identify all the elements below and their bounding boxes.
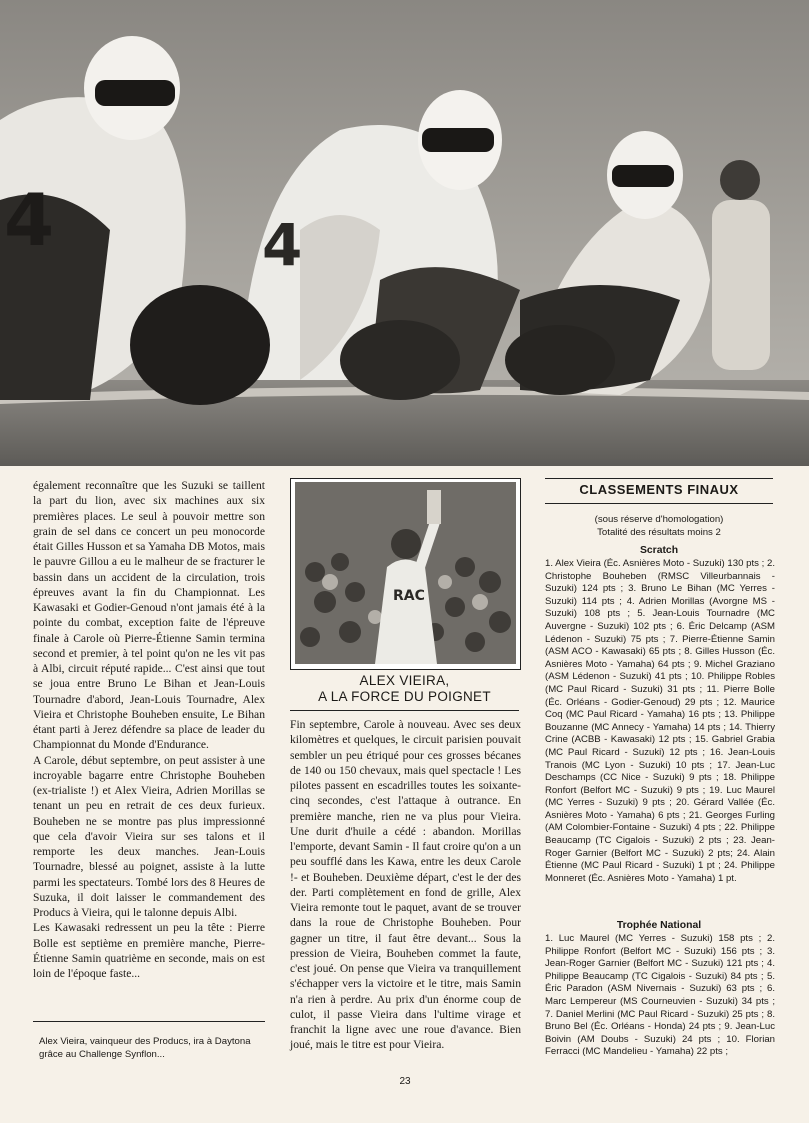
- rankings-note: [545, 514, 773, 539]
- headline-rule: [290, 710, 519, 711]
- inset-headline-line-2: A LA FORCE DU POIGNET: [318, 689, 491, 704]
- race-photo: [0, 0, 809, 466]
- trophy-heading: Trophée National: [616, 920, 702, 931]
- photo-caption: Alex Vieira, vainqueur des Producs, ira à Daytona grâce au Challenge Synflon...: [39, 1036, 251, 1060]
- trophy-results: 1. Luc Maurel (MC Yerres - Suzuki) 158 pts ; 2. Philippe Ronfort (Belfort MC - Suzuki) 156 pts ; 3. Jean-Roger Garnier (Belfort MC - Suzuki) 121 pts ; 4. Philippe Beaucamp (TC Cigalois - Suzuki) 84 pts ; 5. Éric Paradon (ASM Nivernais - Suzuki) 63 pts ; 6. Marc Lempereur (MS Courneuvien - Suzuki) 34 pts ; 7. Daniel Merlini (MC Paul Ricard - Suzuki) 25 pts ; 8. Bruno Bel (Éc. Orléans - Honda) 24 pts ; 9. Jean-Luc Boivin (AM Doubs - Suzuki) 24 pts ; 10. Florian Ferracci (MC Mandelieu - Yamaha) 22 pts ;: [545, 933, 775, 1058]
- caption-rule: [33, 1021, 265, 1022]
- svg-text:4: 4: [4, 178, 55, 262]
- col1-paragraph-1: également reconnaître que les Suzuki se taillent la part du lion, avec six machines aux six premières places. Le seul à pouvoir mettre son grain de sel dans ce concert un peu monocorde était Gilles Husson et sa Yamaha DB Motos, mais le pauvre Gillou a eu le malheur de se fracturer le bassin dans un accident de la circulation, trois épreuves avant la fin du Championnat. Les Kawasaki et Godier-Genoud n'ont jamais été à la pointe du combat, exception faite de l'épreuve finale à Carole où Pierre-Étienne Samin termina second et premier, à tel point qu'on ne les vit pas à Albi, circuit réputé rapide... C'est ainsi que tout se joua entre Bruno Le Bihan et Jean-Louis Tournadre d'abord, Jean-Louis Tournadre, Alex Vieira et Christophe Bouheben ensuite, Le Bihan étant parti à Jerez défendre sa place de leader du Championnat du Monde d'Endurance.: [33, 479, 265, 752]
- scratch-results: 1. Alex Vieira (Éc. Asnières Moto - Suzuki) 130 pts ; 2. Christophe Bouheben (RMSC Villeurbannais - Suzuki) 124 pts ; 3. Bruno Le Bihan (MC Yerres - Suzuki) 114 pts ; 4. Adrien Morillas (Avorgne MS - Suzuki) 108 pts ; 5. Jean-Louis Tournadre (MC Auvergne - Suzuki) 102 pts ; 6. Éric Delcamp (ASM Lédenon - Suzuki) 75 pts ; 7. Pierre-Étienne Samin (ASM ACO - Kawasaki) 65 pts ; 8. Gilles Husson (Éc. Asnières Moto - Yamaha) 64 pts ; 9. Michel Graziano (ASM Lédenon - Suzuki) 41 pts ; 10. Philippe Robles (MC Paul Ricard - Suzuki) 31 pts ; 11. Pierre Bolle (Éc. Orléans - Godier-Genoud) 29 pts ; 12. Maurice Coq (MC Paul Ricard - Yamaha) 16 pts ; 13. Philippe Bouzanne (MC Annecy - Yamaha) 14 pts ; 14. Thierry Crine (ACBB - Kawasaki) 12 pts ; 15. Gabriel Grabia (MC Paul Ricard - Suzuki) 12 pts ; 16. Jean-Louis Tranois (MC Lyon - Suzuki) 10 pts ; 17. Jean-Luc Deschamps (CC Nice - Suzuki) 9 pts ; 18. Philippe Ronfort (Belfort MC - Suzuki) 9 pts ; 19. Luc Maurel (MC Yerres - Suzuki) 9 pts ; 20. Gérard Vallée (Éc. Asnières Moto - Yamaha) 6 pts ; 21. Georges Furling (AM Colombier-Fontaine - Suzuki) 4 pts ; 22. Philippe Beaucamp (TC Cigalois - Suzuki) 2 pts ; 23. Jean-Roger Garnier (Belfort MC - Suzuki) 2 pts; 24. Alain Étienne (MC Paul Ricard - Suzuki) 1 pt ; 24. Philippe Monneret (Éc. Asnières Moto - Yamaha) 1 pt.: [545, 558, 775, 884]
- rankings-top-rule: [545, 478, 773, 479]
- svg-text:4: 4: [262, 211, 303, 279]
- rankings-note-line-2: Totalité des résultats moins 2: [597, 526, 721, 538]
- inset-headline: [290, 673, 519, 705]
- article-column-1: [33, 478, 265, 1060]
- scratch-heading: Scratch: [639, 545, 679, 556]
- rankings-title: CLASSEMENTS FINAUX: [579, 482, 739, 497]
- rankings-title-rule: [545, 503, 773, 504]
- inset-photo: [290, 478, 521, 670]
- inset-headline-line-1: ALEX VIEIRA,: [359, 673, 450, 688]
- col2-paragraph: Fin septembre, Carole à nouveau. Avec ses deux kilomètres et quelques, le circuit parisien pouvait sembler un peu étriqué pour ces grosses bécanes de 140 ou 150 chevaux, mais quel spectacle ! Les pilotes passent en escadrilles toutes les soixante-cinq secondes, c'est l'attaque à outrance. En première manche, rien ne va plus pour Vieira. Une durit d'huile a cédé : abandon. Morillas l'emporte, devant Samin - Il faut croire qu'on a un peu soufflé dans les Kawa, entre les deux Carole !- et Bouheben. Deuxième départ, c'est le der des der. Parti complètement en fond de grille, Alex Vieira remonte tout le paquet, avant de se trouver dans la roue de Christophe Bouheben. Pour gagner un titre, il faut être devant... Sous la pression de Vieira, Bouheben commet la faute, c'est joué. On pense que Vieira va tranquillement s'échapper vers la victoire et le titre, mais Samin n'a rien à perdre. Au prix d'un énorme coup de culot, il passe Vieira dans l'ultime virage et franchit la ligne avec une roue d'avance. Bien joué, mais le titre est pour Vieira.: [290, 718, 521, 1052]
- article-column-2: [290, 717, 521, 1053]
- svg-text:RAC: RAC: [393, 588, 425, 604]
- page-number: 23: [399, 1076, 411, 1087]
- inset-photo-illustration: [295, 482, 516, 664]
- col1-paragraph-2: A Carole, début septembre, on peut assister à une incroyable bagarre entre Christophe Bouheben (ex-trialiste !) et Alex Vieira, Adrien Morillas se tenant un peu en retrait de ces deux furieux. Bouheben ne se montre pas plus impressionné que cela d'avoir Vieira sur ses talons et il remporte les deux manches. Jean-Louis Tournadre, blessé au poignet, assiste à la lutte parmi les spectateurs. Tombé lors des 8 Heures de Suzuka, il doit laisser le commandement des Producs à Vieira, qui le talonne depuis Albi.: [33, 753, 265, 919]
- race-photo-illustration: [0, 0, 809, 466]
- rankings-note-line-1: (sous réserve d'homologation): [594, 514, 724, 525]
- col1-paragraph-3: Les Kawasaki redressent un peu la tête : Pierre Bolle est septième en première manche, Pierre-Étienne Samin quatrième en seconde, mais on est loin de l'époque faste...: [33, 921, 265, 980]
